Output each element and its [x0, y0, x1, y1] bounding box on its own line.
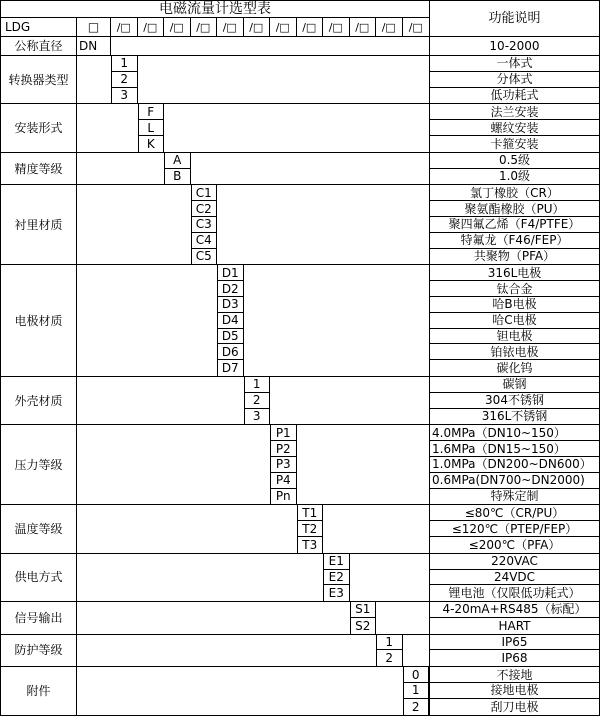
- spacer: [77, 56, 111, 103]
- spacer: [77, 104, 138, 151]
- code-cell: 1: [376, 635, 403, 651]
- code-cell: P3: [270, 457, 297, 473]
- code-cell: S2: [350, 618, 377, 634]
- function-cell: 不接地: [429, 667, 599, 683]
- category-label: 外壳材质: [1, 377, 77, 424]
- category-label: 防护等级: [1, 635, 77, 667]
- category-group: [1, 635, 599, 668]
- spacer: [111, 37, 429, 55]
- code-box-cell: □: [77, 18, 111, 36]
- code-cell: C1: [191, 185, 218, 201]
- function-cell: 1.0级: [429, 169, 599, 185]
- function-cell: IP68: [429, 650, 599, 666]
- function-cell: 特氟龙（F46/FEP）: [429, 233, 599, 249]
- function-cell: 聚四氟乙烯（F4/PTFE）: [429, 217, 599, 233]
- spacer: [217, 185, 429, 264]
- code-cell: P1: [270, 425, 297, 441]
- category-label: 安装形式: [1, 104, 77, 151]
- function-cell: 钽电极: [429, 329, 599, 345]
- function-cell: 316L电极: [429, 265, 599, 281]
- code-cell: C4: [191, 233, 218, 249]
- function-cell: ≤120℃（PTEP/FEP）: [429, 521, 599, 537]
- code-box-cell: /□: [350, 18, 377, 36]
- function-cell: 特殊定制: [429, 489, 599, 505]
- groups-container: [1, 56, 599, 715]
- dn-code-cell: DN: [77, 37, 111, 55]
- category-label: 公称直径: [1, 37, 77, 55]
- category-label: 衬里材质: [1, 185, 77, 264]
- spacer: [164, 104, 429, 151]
- code-cell: P2: [270, 441, 297, 457]
- function-cell: ≤80℃（CR/PU）: [429, 505, 599, 521]
- code-cell: 2: [111, 72, 138, 88]
- category-group: [1, 554, 599, 602]
- function-cell: 0.5级: [429, 153, 599, 169]
- function-cell: 一体式: [429, 56, 599, 72]
- code-cell: 1: [403, 683, 430, 699]
- function-cell: 接地电极: [429, 683, 599, 699]
- code-cell: B: [164, 169, 191, 185]
- function-cell: 氯丁橡胶（CR）: [429, 185, 599, 201]
- code-box-cell: /□: [244, 18, 271, 36]
- code-cell: T1: [297, 505, 324, 521]
- function-cell: HART: [429, 618, 599, 634]
- function-cell: 法兰安装: [429, 104, 599, 120]
- category-group: [1, 425, 599, 505]
- function-cell: 螺纹安装: [429, 120, 599, 136]
- function-cell: 共聚物（PFA）: [429, 249, 599, 265]
- code-cell: C5: [191, 249, 218, 265]
- code-cell: E1: [323, 554, 350, 570]
- code-cell: D5: [217, 329, 244, 345]
- spacer: [350, 554, 430, 601]
- code-box-cell: /□: [191, 18, 218, 36]
- code-cell: E2: [323, 570, 350, 586]
- code-box-cell: /□: [270, 18, 297, 36]
- spacer: [403, 635, 430, 667]
- code-cell: P4: [270, 473, 297, 489]
- code-cell: 2: [403, 699, 430, 715]
- code-cell: S1: [350, 602, 377, 618]
- function-cell: 4-20mA+RS485（标配）: [429, 602, 599, 618]
- code-cell: T3: [297, 537, 324, 553]
- code-box-cell: /□: [323, 18, 350, 36]
- spacer: [376, 602, 429, 634]
- spacer: [77, 635, 376, 667]
- function-cell: 24VDC: [429, 570, 599, 586]
- function-cell: 304不锈钢: [429, 393, 599, 409]
- code-cell: E3: [323, 585, 350, 601]
- function-cell: 1.6MPa（DN15~150）: [429, 441, 599, 457]
- function-cell: 碳钢: [429, 377, 599, 393]
- function-cell: 分体式: [429, 72, 599, 88]
- code-cell: D7: [217, 360, 244, 376]
- code-box-cell: /□: [164, 18, 191, 36]
- spacer: [77, 265, 217, 376]
- code-cell: 2: [376, 650, 403, 666]
- code-cell: D3: [217, 297, 244, 313]
- code-cell: D2: [217, 281, 244, 297]
- code-box-cell: /□: [111, 18, 138, 36]
- function-cell: 钛合金: [429, 281, 599, 297]
- code-cell: L: [138, 120, 165, 136]
- code-box-cell: /□: [217, 18, 244, 36]
- category-group: [1, 667, 599, 714]
- code-box-cell: /□: [376, 18, 403, 36]
- code-cell: C2: [191, 201, 218, 217]
- spacer: [77, 667, 403, 714]
- category-label: 温度等级: [1, 505, 77, 552]
- spacer: [77, 554, 323, 601]
- table-title: 电磁流量计选型表: [1, 1, 429, 18]
- code-cell: 3: [244, 409, 271, 425]
- category-group: [1, 185, 599, 265]
- function-cell: 316L不锈钢: [429, 409, 599, 425]
- spacer: [297, 425, 430, 504]
- code-cell: F: [138, 104, 165, 120]
- category-group: [1, 602, 599, 635]
- function-cell: 低功耗式: [429, 88, 599, 104]
- function-cell: 0.6MPa(DN700~DN2000): [429, 473, 599, 489]
- category-group: [1, 265, 599, 377]
- code-cell: A: [164, 153, 191, 169]
- category-label: 压力等级: [1, 425, 77, 504]
- function-cell: 哈B电极: [429, 297, 599, 313]
- spacer: [323, 505, 429, 552]
- code-box-cell: /□: [138, 18, 165, 36]
- function-cell: IP65: [429, 635, 599, 651]
- header-grid: [1, 1, 599, 37]
- code-cell: C3: [191, 217, 218, 233]
- code-cell: K: [138, 136, 165, 152]
- function-cell: 卡箍安装: [429, 136, 599, 152]
- spacer: [270, 377, 429, 424]
- code-cell: 3: [111, 88, 138, 104]
- spacer: [77, 505, 297, 552]
- code-cell: 2: [244, 393, 271, 409]
- function-cell: 锂电池（仅限低功耗式）: [429, 585, 599, 601]
- spacer: [191, 153, 430, 185]
- code-cell: 1: [111, 56, 138, 72]
- function-cell: 哈C电极: [429, 313, 599, 329]
- category-group: [1, 104, 599, 152]
- spacer: [77, 425, 270, 504]
- spacer: [77, 602, 350, 634]
- category-label: 供电方式: [1, 554, 77, 601]
- category-group: [1, 505, 599, 553]
- function-cell: 10-2000: [429, 37, 599, 55]
- function-cell: 1.0MPa（DN200~DN600）: [429, 457, 599, 473]
- category-label: 信号输出: [1, 602, 77, 634]
- code-cell: D6: [217, 344, 244, 360]
- function-cell: 刮刀电极: [429, 699, 599, 715]
- code-cell: 1: [244, 377, 271, 393]
- function-cell: 4.0MPa（DN10~150）: [429, 425, 599, 441]
- code-cell: Pn: [270, 489, 297, 505]
- function-cell: 聚氨酯橡胶（PU）: [429, 201, 599, 217]
- spacer: [77, 153, 164, 185]
- function-cell: 碳化钨: [429, 360, 599, 376]
- code-box-cell: /□: [297, 18, 324, 36]
- function-cell: ≤200℃（PFA）: [429, 537, 599, 553]
- category-label: 精度等级: [1, 153, 77, 185]
- category-group: [1, 377, 599, 425]
- category-group: [1, 56, 599, 104]
- code-cell: D4: [217, 313, 244, 329]
- model-prefix-cell: LDG: [1, 18, 77, 36]
- function-cell: 220VAC: [429, 554, 599, 570]
- category-group: [1, 153, 599, 186]
- category-label: 附件: [1, 667, 77, 714]
- code-cell: D1: [217, 265, 244, 281]
- category-label: 转换器类型: [1, 56, 77, 103]
- dn-row: [1, 37, 599, 56]
- category-label: 电极材质: [1, 265, 77, 376]
- spacer: [77, 377, 244, 424]
- spacer: [244, 265, 430, 376]
- code-box-cell: /□: [408, 20, 423, 34]
- spacer: [138, 56, 430, 103]
- code-cell: 0: [403, 667, 430, 683]
- spacer: [77, 185, 191, 264]
- function-column-header: 功能说明: [429, 1, 599, 36]
- function-cell: 铂铱电极: [429, 344, 599, 360]
- code-cell: T2: [297, 521, 324, 537]
